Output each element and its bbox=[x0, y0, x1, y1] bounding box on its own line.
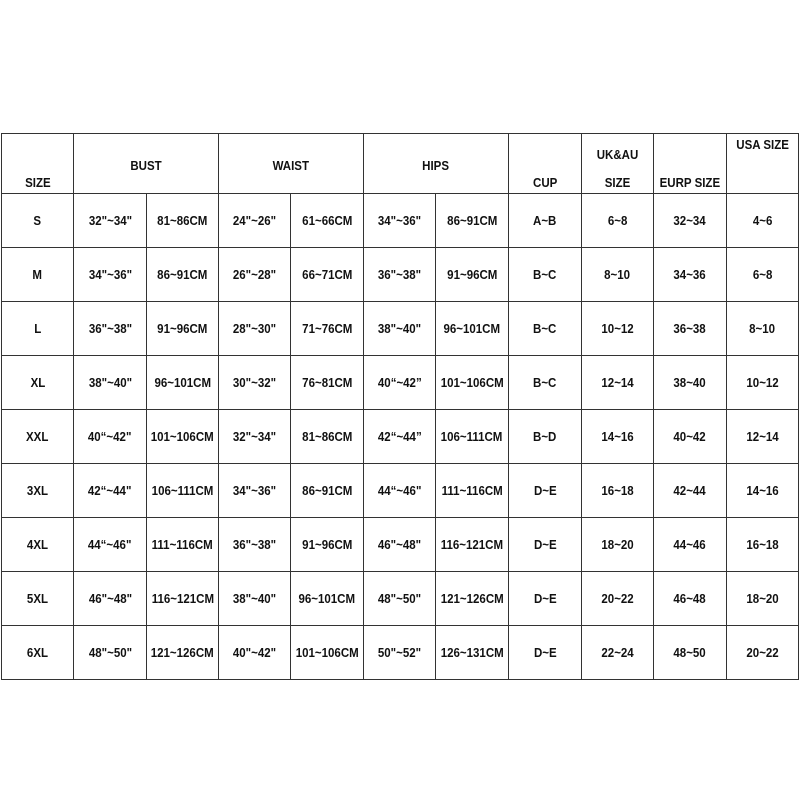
cell-hips-cm: 106~111CM bbox=[436, 410, 509, 464]
table-row bbox=[2, 248, 799, 302]
cell-size: 6XL bbox=[2, 626, 74, 680]
cell-waist-in: 32"~34" bbox=[219, 410, 291, 464]
table-row bbox=[2, 356, 799, 410]
cell-hips-cm: 111~116CM bbox=[436, 464, 509, 518]
cell-usa: 8~10 bbox=[727, 302, 799, 356]
cell-cup: D~E bbox=[509, 464, 582, 518]
table-row bbox=[2, 626, 799, 680]
cell-waist-cm: 76~81CM bbox=[291, 356, 364, 410]
cell-waist-cm: 86~91CM bbox=[291, 464, 364, 518]
size-chart-table bbox=[1, 133, 799, 680]
cell-usa: 20~22 bbox=[727, 626, 799, 680]
cell-bust-cm: 81~86CM bbox=[147, 194, 219, 248]
cell-hips-in: 46"~48" bbox=[364, 518, 436, 572]
cell-hips-cm: 121~126CM bbox=[436, 572, 509, 626]
cell-bust-in: 38"~40" bbox=[74, 356, 147, 410]
cell-cup: D~E bbox=[509, 572, 582, 626]
cell-bust-cm: 116~121CM bbox=[147, 572, 219, 626]
cell-eurp: 44~46 bbox=[654, 518, 727, 572]
cell-waist-in: 40"~42" bbox=[219, 626, 291, 680]
cell-cup: B~C bbox=[509, 248, 582, 302]
cell-bust-in: 36"~38" bbox=[74, 302, 147, 356]
cell-bust-in: 40“~42" bbox=[74, 410, 147, 464]
cell-bust-cm: 101~106CM bbox=[147, 410, 219, 464]
cell-waist-cm: 96~101CM bbox=[291, 572, 364, 626]
header-ukau-line1: UK&AU bbox=[596, 148, 639, 162]
cell-bust-cm: 106~111CM bbox=[147, 464, 219, 518]
cell-waist-in: 36"~38" bbox=[219, 518, 291, 572]
cell-ukau: 18~20 bbox=[582, 518, 654, 572]
cell-hips-in: 50"~52" bbox=[364, 626, 436, 680]
table-row bbox=[2, 410, 799, 464]
cell-ukau: 16~18 bbox=[582, 464, 654, 518]
cell-ukau: 14~16 bbox=[582, 410, 654, 464]
cell-ukau: 6~8 bbox=[582, 194, 654, 248]
cell-waist-cm: 71~76CM bbox=[291, 302, 364, 356]
header-ukau-line2: SIZE bbox=[604, 176, 631, 190]
cell-eurp: 46~48 bbox=[654, 572, 727, 626]
cell-waist-cm: 66~71CM bbox=[291, 248, 364, 302]
cell-size: S bbox=[2, 194, 74, 248]
cell-waist-cm: 81~86CM bbox=[291, 410, 364, 464]
header-waist: WAIST bbox=[219, 134, 364, 194]
cell-bust-cm: 111~116CM bbox=[147, 518, 219, 572]
cell-hips-in: 48"~50" bbox=[364, 572, 436, 626]
cell-usa: 18~20 bbox=[727, 572, 799, 626]
cell-size: L bbox=[2, 302, 74, 356]
cell-size: 5XL bbox=[2, 572, 74, 626]
header-usa: USA SIZE bbox=[727, 134, 799, 194]
cell-waist-cm: 91~96CM bbox=[291, 518, 364, 572]
cell-hips-in: 44“~46" bbox=[364, 464, 436, 518]
cell-bust-in: 48"~50" bbox=[74, 626, 147, 680]
cell-eurp: 40~42 bbox=[654, 410, 727, 464]
cell-hips-cm: 96~101CM bbox=[436, 302, 509, 356]
cell-cup: B~C bbox=[509, 356, 582, 410]
cell-eurp: 36~38 bbox=[654, 302, 727, 356]
cell-cup: D~E bbox=[509, 518, 582, 572]
cell-usa: 6~8 bbox=[727, 248, 799, 302]
cell-waist-in: 38"~40" bbox=[219, 572, 291, 626]
cell-bust-cm: 91~96CM bbox=[147, 302, 219, 356]
cell-usa: 12~14 bbox=[727, 410, 799, 464]
cell-size: XXL bbox=[2, 410, 74, 464]
cell-hips-cm: 86~91CM bbox=[436, 194, 509, 248]
cell-hips-cm: 91~96CM bbox=[436, 248, 509, 302]
cell-bust-in: 42“~44" bbox=[74, 464, 147, 518]
cell-size: M bbox=[2, 248, 74, 302]
cell-ukau: 22~24 bbox=[582, 626, 654, 680]
cell-hips-in: 40“~42” bbox=[364, 356, 436, 410]
header-row bbox=[2, 134, 799, 194]
cell-waist-in: 26"~28" bbox=[219, 248, 291, 302]
cell-bust-in: 44“~46" bbox=[74, 518, 147, 572]
header-hips: HIPS bbox=[364, 134, 509, 194]
cell-waist-in: 24"~26" bbox=[219, 194, 291, 248]
cell-eurp: 42~44 bbox=[654, 464, 727, 518]
cell-bust-cm: 96~101CM bbox=[147, 356, 219, 410]
cell-size: 4XL bbox=[2, 518, 74, 572]
cell-hips-cm: 101~106CM bbox=[436, 356, 509, 410]
cell-hips-in: 34"~36" bbox=[364, 194, 436, 248]
cell-usa: 16~18 bbox=[727, 518, 799, 572]
cell-eurp: 34~36 bbox=[654, 248, 727, 302]
cell-eurp: 38~40 bbox=[654, 356, 727, 410]
cell-ukau: 8~10 bbox=[582, 248, 654, 302]
cell-ukau: 12~14 bbox=[582, 356, 654, 410]
cell-usa: 4~6 bbox=[727, 194, 799, 248]
cell-cup: B~D bbox=[509, 410, 582, 464]
cell-waist-cm: 61~66CM bbox=[291, 194, 364, 248]
cell-hips-in: 42“~44” bbox=[364, 410, 436, 464]
header-cup: CUP bbox=[509, 134, 582, 194]
cell-cup: B~C bbox=[509, 302, 582, 356]
cell-cup: D~E bbox=[509, 626, 582, 680]
table-row bbox=[2, 194, 799, 248]
cell-waist-in: 34"~36" bbox=[219, 464, 291, 518]
cell-bust-in: 34"~36" bbox=[74, 248, 147, 302]
cell-usa: 10~12 bbox=[727, 356, 799, 410]
cell-bust-in: 32"~34" bbox=[74, 194, 147, 248]
cell-size: 3XL bbox=[2, 464, 74, 518]
cell-waist-cm: 101~106CM bbox=[291, 626, 364, 680]
table-row bbox=[2, 518, 799, 572]
cell-bust-cm: 121~126CM bbox=[147, 626, 219, 680]
cell-eurp: 32~34 bbox=[654, 194, 727, 248]
cell-size: XL bbox=[2, 356, 74, 410]
cell-waist-in: 28"~30" bbox=[219, 302, 291, 356]
table-row bbox=[2, 464, 799, 518]
header-eurp: EURP SIZE bbox=[654, 134, 727, 194]
cell-hips-cm: 116~121CM bbox=[436, 518, 509, 572]
cell-eurp: 48~50 bbox=[654, 626, 727, 680]
cell-hips-in: 38"~40" bbox=[364, 302, 436, 356]
cell-bust-cm: 86~91CM bbox=[147, 248, 219, 302]
table-row bbox=[2, 302, 799, 356]
cell-ukau: 10~12 bbox=[582, 302, 654, 356]
cell-hips-in: 36"~38" bbox=[364, 248, 436, 302]
header-ukau bbox=[582, 134, 654, 194]
cell-ukau: 20~22 bbox=[582, 572, 654, 626]
cell-hips-cm: 126~131CM bbox=[436, 626, 509, 680]
cell-usa: 14~16 bbox=[727, 464, 799, 518]
cell-waist-in: 30"~32" bbox=[219, 356, 291, 410]
header-size: SIZE bbox=[2, 134, 74, 194]
cell-bust-in: 46"~48" bbox=[74, 572, 147, 626]
header-bust: BUST bbox=[74, 134, 219, 194]
cell-cup: A~B bbox=[509, 194, 582, 248]
table-row bbox=[2, 572, 799, 626]
